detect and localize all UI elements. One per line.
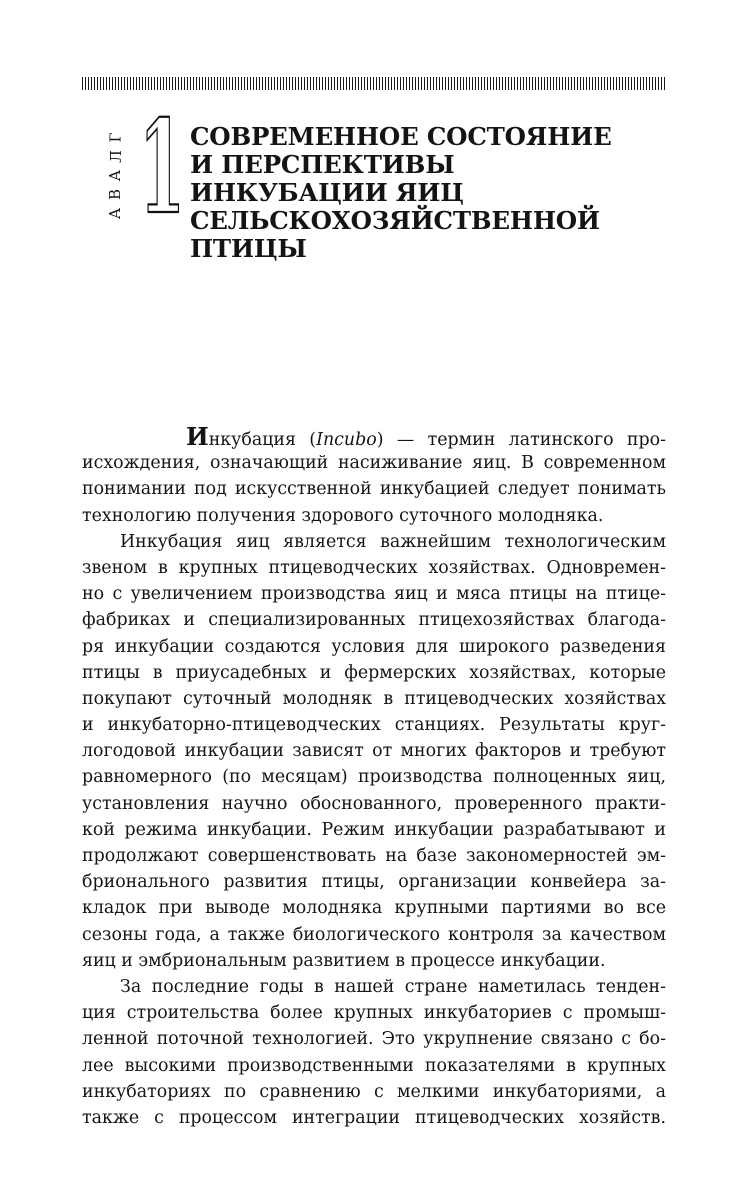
text-line: продолжают совершенствовать на базе закономерностей эм- — [82, 846, 666, 866]
chapter-title-line: СОВРЕМЕННОЕ СОСТОЯНИЕ — [190, 122, 612, 151]
text-line: кладок при выводе молодняка крупными партиями во все — [82, 898, 666, 919]
top-decorative-rule — [82, 77, 667, 90]
paragraph-2 — [82, 529, 666, 974]
text-line: равномерного (по месяцам) производства полноценных яиц, — [82, 767, 666, 788]
text-line: яиц и эмбриональным развитием в процессе инкубации. — [82, 950, 606, 971]
chapter-label-letter: А — [106, 207, 125, 220]
text-line: покупают суточный молодняк в птицеводческих хозяйствах — [82, 688, 666, 709]
text-line: лее высокими производственными показателями в крупных — [82, 1055, 666, 1076]
text-line: также с процессом интеграции птицеводческих хозяйств. — [82, 1107, 666, 1128]
chapter-title-line: ИНКУБАЦИИ ЯИЦ — [190, 178, 464, 207]
text-fragment: ) — термин латинского про- — [376, 430, 666, 450]
chapter-title-line: ПТИЦЫ — [190, 234, 307, 263]
text-line: логодовой инкубации зависят от многих факторов и требуют — [82, 741, 666, 762]
text-line: звеном в крупных птицеводческих хозяйствах. Одновремен- — [82, 557, 666, 578]
dropcap-letter: И — [186, 422, 209, 451]
text-fragment: нкубация ( — [208, 430, 317, 450]
chapter-label-vertical — [104, 128, 128, 223]
chapter-title — [190, 123, 660, 263]
text-line: инкубаториях по сравнению с мелкими инкубаториями, а — [82, 1081, 666, 1102]
text-line: птицы в приусадебных и фермерских хозяйствах, которые — [82, 662, 666, 683]
chapter-number — [132, 93, 185, 243]
text-line: За последние годы в нашей стране наметилась тенден- — [120, 976, 666, 997]
text-line: ленной поточной технологией. Это укрупнение связано с бо- — [82, 1029, 666, 1050]
text-line: фабриках и специализированных птицехозяйствах благода- — [82, 610, 666, 631]
text-line: исхождения, означающий насиживание яиц. В современном — [82, 453, 666, 474]
body-text — [82, 424, 666, 1131]
paragraph-3 — [82, 974, 666, 1131]
text-line: сезоны года, а также биологического контроля за качеством — [82, 924, 666, 945]
chapter-number-glyph: 1 — [139, 93, 185, 243]
latin-term: Incubo — [316, 430, 377, 450]
chapter-label-letter: Г — [106, 132, 125, 143]
chapter-title-line: СЕЛЬСКОХОЗЯЙСТВЕННОЙ — [190, 206, 600, 235]
text-line: Инкубация яиц является важнейшим технологическим — [120, 531, 666, 552]
chapter-label-letter: Л — [106, 150, 125, 163]
chapter-label-letter: В — [106, 188, 125, 201]
chapter-label-letter: А — [106, 169, 125, 182]
text-line: технологию получения здорового суточного молодняка. — [82, 505, 604, 526]
text-line: но с увеличением производства яиц и мяса птицы на птице- — [82, 584, 666, 605]
text-line: и инкубаторно-птицеводческих станциях. Результаты круг- — [82, 715, 666, 736]
text-line — [82, 424, 666, 450]
paragraph-1 — [82, 424, 666, 529]
text-line: ция строительства более крупных инкубаториев с промыш- — [82, 1003, 666, 1024]
text-line: понимании под искусственной инкубацией следует понимать — [82, 479, 666, 500]
text-line: ря инкубации создаются условия для широкого разведения — [82, 636, 666, 657]
chapter-title-line: И ПЕРСПЕКТИВЫ — [190, 150, 455, 179]
text-line: кой режима инкубации. Режим инкубации разрабатывают и — [82, 819, 666, 840]
text-line: установления научно обоснованного, проверенного практи- — [82, 793, 666, 814]
text-line: брионального развития птицы, организации конвейера за- — [82, 872, 666, 893]
